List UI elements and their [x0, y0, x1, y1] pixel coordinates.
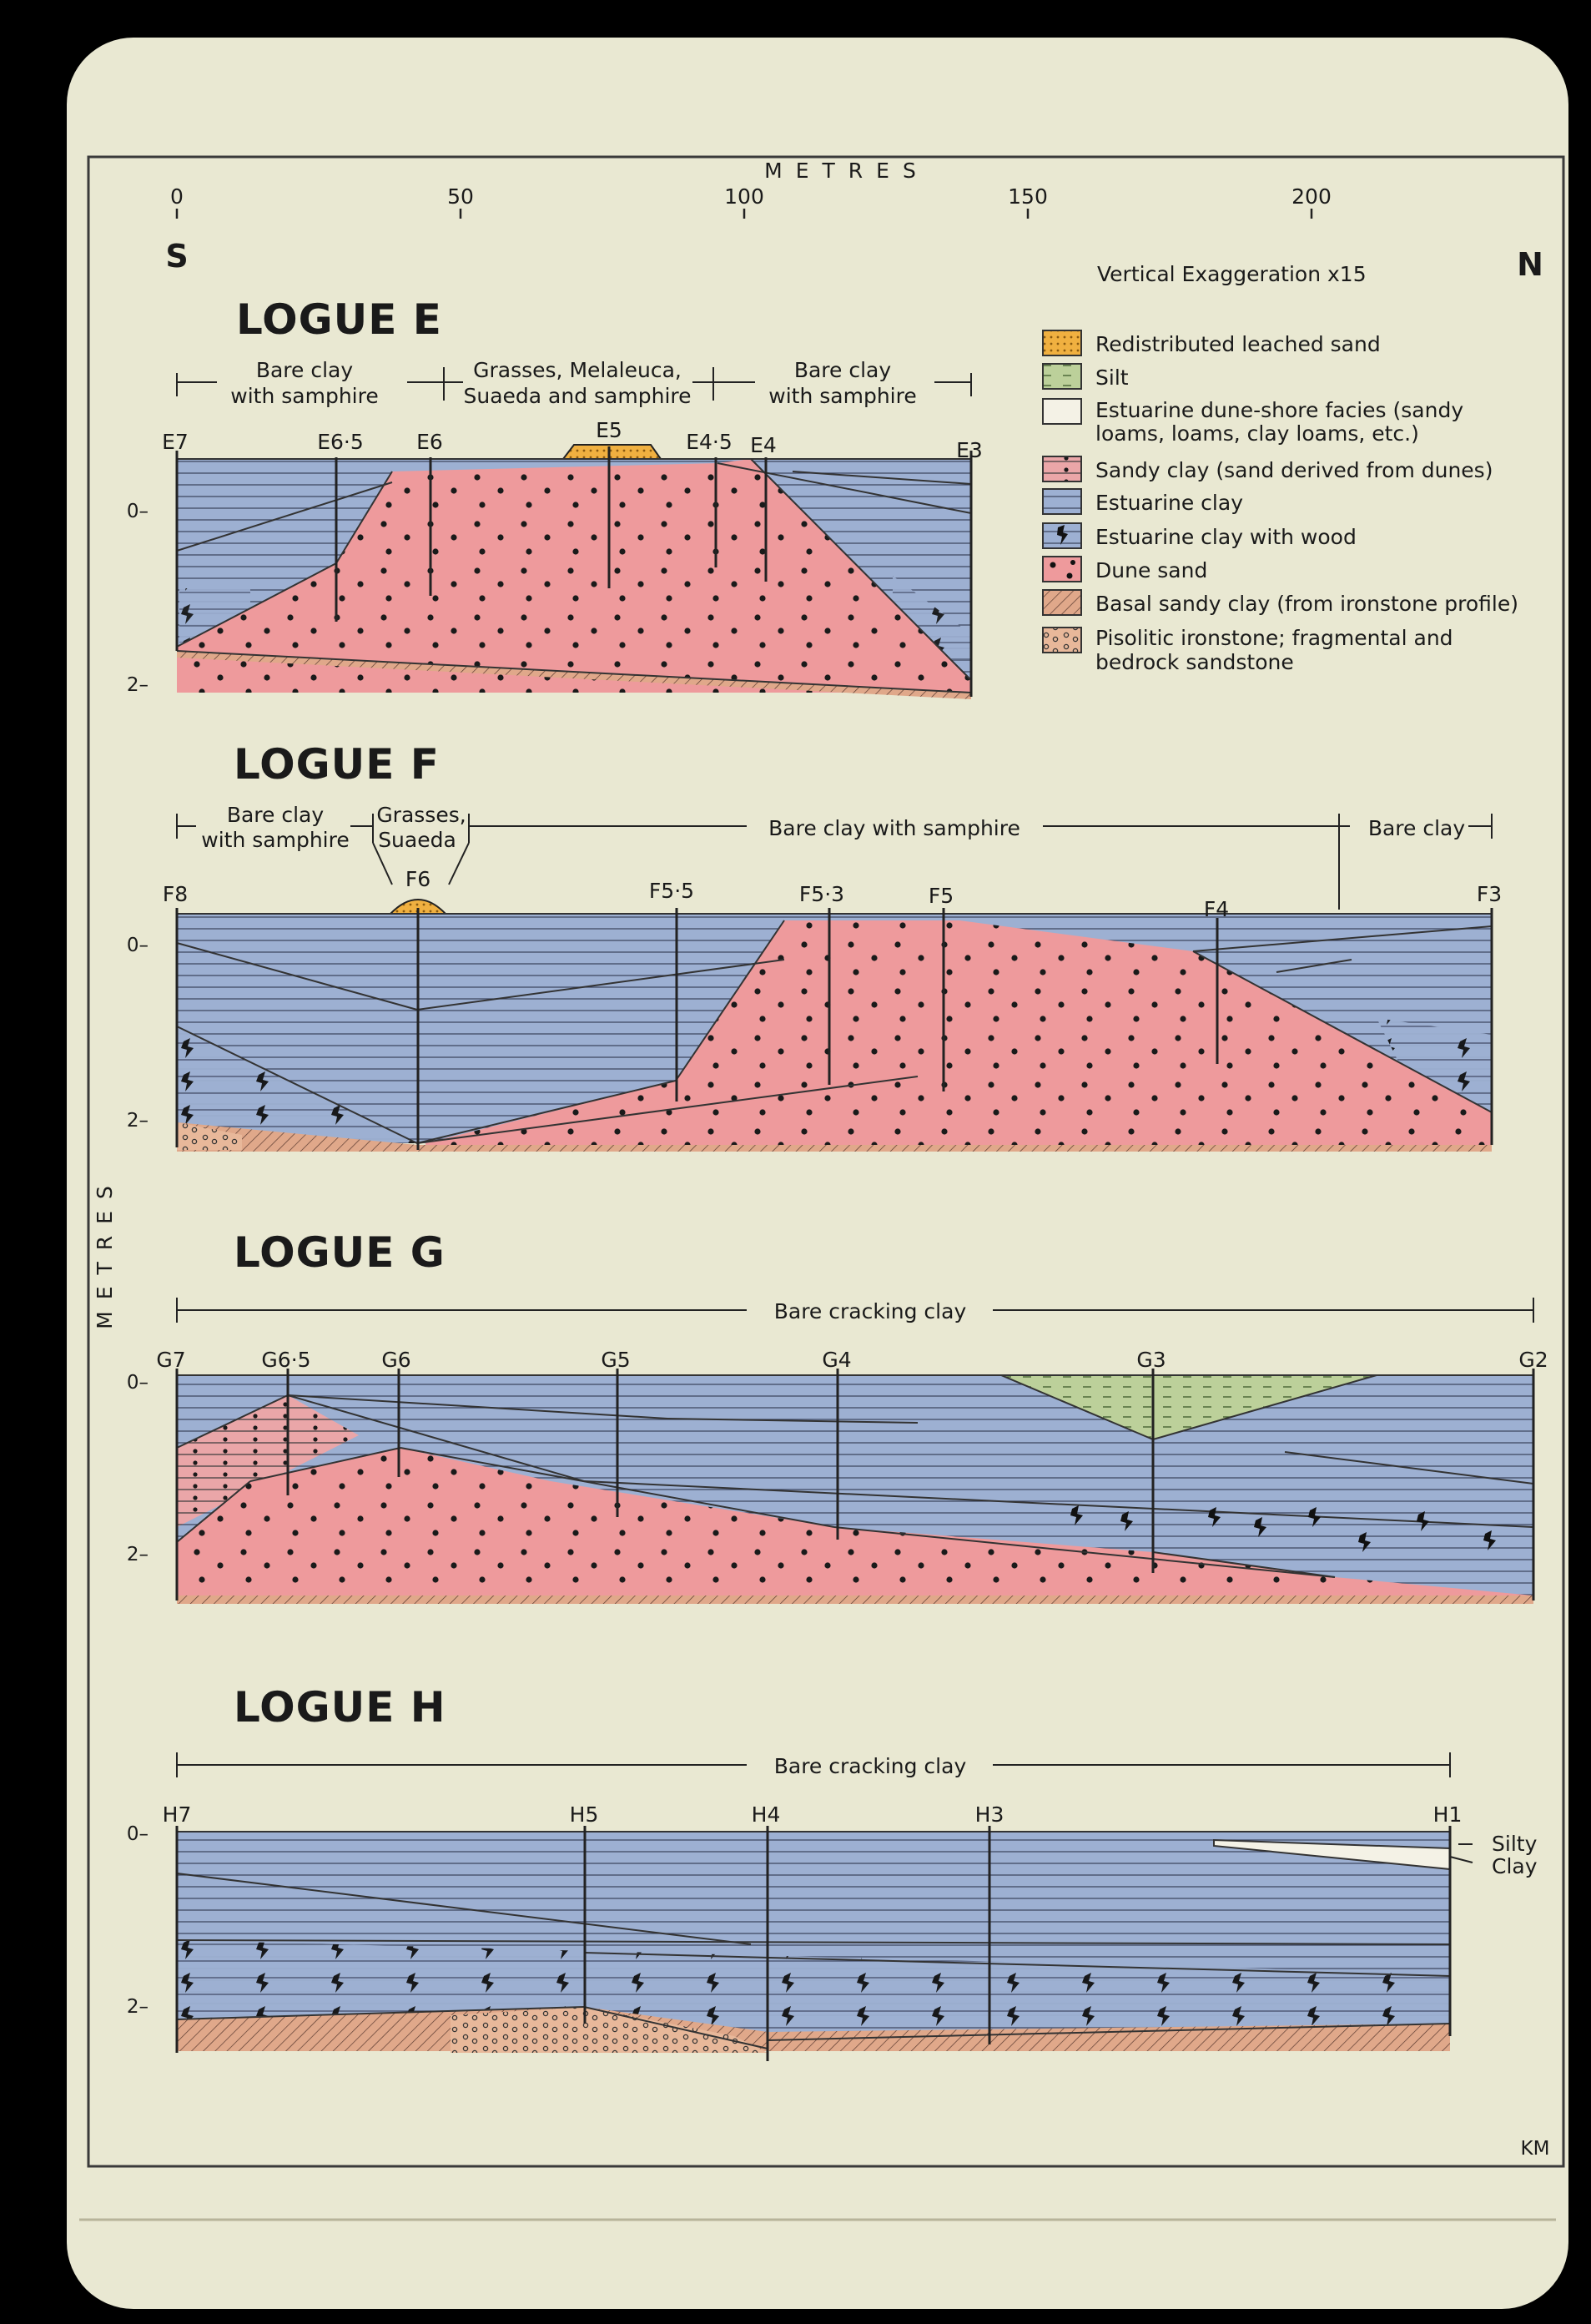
vegetation-label: Suaeda	[378, 828, 456, 852]
borehole-label: H5	[569, 1802, 599, 1827]
borehole-label: E4·5	[686, 430, 733, 454]
legend-label: Estuarine clay	[1095, 491, 1243, 515]
legend-label: Estuarine dune-shore facies (sandy	[1095, 398, 1464, 422]
borehole-label: G5	[601, 1348, 631, 1372]
borehole-label: F5·5	[648, 879, 695, 903]
vertical-exaggeration-label: Vertical Exaggeration x15	[1097, 262, 1367, 286]
borehole-label: G6	[381, 1348, 411, 1372]
depth-tick: 0–	[126, 1372, 149, 1394]
depth-tick: 2–	[126, 1996, 149, 2018]
vegetation-label: Bare clay with samphire	[768, 816, 1020, 840]
legend-label-line2: loams, loams, clay loams, etc.)	[1095, 421, 1419, 446]
borehole-label: F8	[162, 882, 189, 906]
legend-swatch-facies	[1043, 399, 1081, 424]
vegetation-label: Bare clay	[793, 358, 892, 382]
vegetation-label: Bare clay	[1367, 816, 1466, 840]
borehole-label: F4	[1203, 897, 1230, 921]
borehole-label: H1	[1432, 1802, 1463, 1827]
side-axis-title: METRES	[93, 1174, 117, 1329]
basal-sandy-clay-layer	[177, 1596, 1533, 1604]
leached-sand-layer	[563, 445, 661, 459]
vegetation-label: with samphire	[768, 384, 917, 408]
vegetation-label: Grasses, Melaleuca,	[473, 358, 682, 382]
silty-clay-note: Clay	[1492, 1854, 1538, 1878]
legend-label: Pisolitic ironstone; fragmental and	[1095, 626, 1453, 650]
legend-swatch-leached-sand	[1043, 330, 1081, 355]
top-axis-title: METRES	[764, 159, 929, 183]
vegetation-label: Bare cracking clay	[773, 1299, 967, 1323]
legend-label: Silt	[1095, 365, 1129, 390]
north-label: N	[1517, 246, 1543, 283]
silty-clay-note: Silty	[1492, 1832, 1538, 1856]
top-axis-tick: 200	[1291, 184, 1332, 209]
borehole-label: H3	[974, 1802, 1004, 1827]
borehole-label: E5	[596, 418, 622, 442]
legend-swatch-estuarine-clay	[1043, 489, 1081, 514]
depth-tick: 2–	[126, 1544, 149, 1565]
legend-label: Dune sand	[1095, 558, 1208, 582]
legend-label: Estuarine clay with wood	[1095, 525, 1357, 549]
depth-tick: 0–	[126, 935, 149, 956]
section-title: LOGUE E	[236, 295, 442, 344]
vegetation-label: Bare cracking clay	[773, 1754, 967, 1778]
legend-swatch-sandy-clay	[1043, 456, 1081, 481]
legend-swatch-dune-sand	[1043, 557, 1081, 582]
borehole-label: G3	[1136, 1348, 1166, 1372]
borehole-label: G6·5	[261, 1348, 311, 1372]
borehole-label: G2	[1518, 1348, 1548, 1372]
legend-label: Redistributed leached sand	[1095, 332, 1381, 356]
depth-tick: 2–	[126, 1110, 149, 1132]
vegetation-label: Bare clay	[226, 803, 325, 827]
south-label: S	[165, 238, 189, 275]
depth-tick: 0–	[126, 501, 149, 522]
depth-tick: 0–	[126, 1823, 149, 1845]
borehole-label: E3	[956, 438, 983, 462]
borehole-label: G4	[822, 1348, 852, 1372]
section-title: LOGUE G	[234, 1228, 446, 1277]
vegetation-label: with samphire	[230, 384, 379, 408]
legend-swatch-pisolitic-ironstone	[1043, 628, 1081, 653]
legend-label-line2: bedrock sandstone	[1095, 650, 1294, 674]
top-axis-tick: 150	[1008, 184, 1048, 209]
top-axis-tick: 100	[724, 184, 764, 209]
borehole-label: H4	[751, 1802, 781, 1827]
borehole-label: F5	[928, 884, 954, 908]
depth-tick: 2–	[126, 674, 149, 696]
legend-swatch-basal-sandy-clay	[1043, 590, 1081, 615]
borehole-label: F6	[405, 867, 431, 891]
top-axis-tick: 0	[170, 184, 184, 209]
vegetation-label: with samphire	[201, 828, 350, 852]
borehole-label: E6·5	[317, 430, 364, 454]
borehole-label: F3	[1476, 882, 1503, 906]
borehole-label: H7	[162, 1802, 192, 1827]
vegetation-label: Grasses,	[376, 803, 466, 827]
borehole-label: G7	[156, 1348, 186, 1372]
section-title: LOGUE F	[234, 740, 440, 789]
top-axis-tick: 50	[447, 184, 474, 209]
borehole-label: F5·3	[798, 882, 845, 906]
vegetation-label: Suaeda and samphire	[463, 384, 692, 408]
borehole-label: E4	[750, 433, 777, 457]
author-credit: KM	[1520, 2138, 1550, 2160]
vegetation-label: Bare clay	[255, 358, 354, 382]
section-title: LOGUE H	[234, 1683, 446, 1732]
borehole-label: E7	[162, 430, 189, 454]
legend-label: Basal sandy clay (from ironstone profile)	[1095, 592, 1518, 616]
borehole-label: E6	[416, 430, 443, 454]
legend-label: Sandy clay (sand derived from dunes)	[1095, 458, 1493, 482]
legend-swatch-silt	[1043, 364, 1081, 389]
